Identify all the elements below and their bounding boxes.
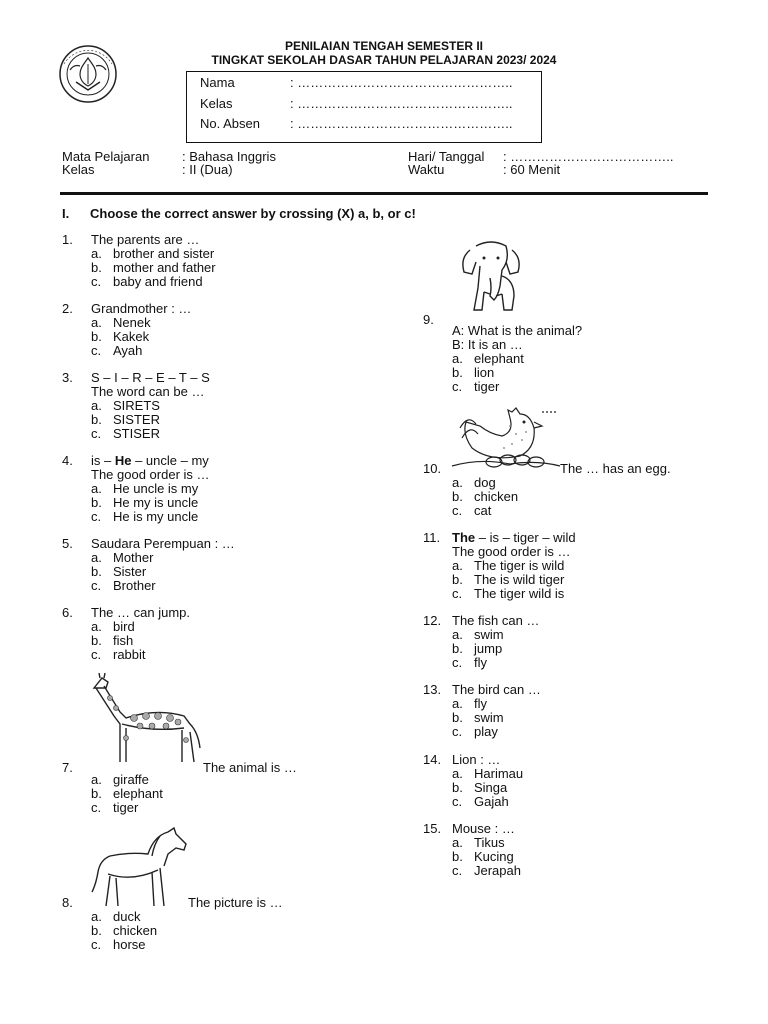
option-c[interactable]: c. STISER [91, 426, 160, 441]
question-stem: The fish can … [452, 613, 540, 628]
time-label: Waktu [408, 162, 445, 177]
option-a[interactable]: a. Nenek [91, 315, 151, 330]
question-stem-line2: The good order is … [91, 467, 210, 482]
option-a[interactable]: a. fly [452, 696, 487, 711]
time-value: : 60 Menit [503, 162, 561, 177]
question-number: 15. [423, 821, 442, 836]
option-c[interactable]: c. horse [91, 937, 146, 952]
option-c[interactable]: c. tiger [91, 800, 139, 815]
class-label: Kelas [200, 96, 233, 111]
question-stem: The animal is … [203, 760, 297, 775]
name-field[interactable]: : ………………………………………….. [290, 75, 513, 90]
option-a[interactable]: a. He uncle is my [91, 481, 199, 496]
option-c[interactable]: c. baby and friend [91, 274, 203, 289]
exam-subtitle: TINGKAT SEKOLAH DASAR TAHUN PELAJARAN 2023/ 2024 [211, 53, 557, 67]
option-b[interactable]: b. jump [452, 641, 503, 656]
question-number: 10. [423, 461, 442, 476]
question-number: 12. [423, 613, 442, 628]
option-b[interactable]: b. lion [452, 365, 495, 380]
student-identity-box [186, 71, 542, 143]
header-divider [60, 192, 708, 195]
question-number: 1. [62, 232, 73, 247]
subject-value: : Bahasa Inggris [182, 149, 276, 164]
date-field[interactable]: : ……………………………….. [503, 149, 674, 164]
option-b[interactable]: b. SISTER [91, 412, 160, 427]
option-b[interactable]: b. swim [452, 710, 504, 725]
question-stem: is – He – uncle – my [91, 453, 209, 468]
name-label: Nama [200, 75, 235, 90]
question-stem: Lion : … [452, 752, 501, 767]
option-a[interactable]: a. elephant [452, 351, 524, 366]
option-c[interactable]: c. Jerapah [452, 863, 521, 878]
section-instruction: Choose the correct answer by crossing (X) a, b, or c! [90, 206, 416, 221]
question-number: 4. [62, 453, 73, 468]
attendance-number-label: No. Absen [200, 116, 260, 131]
question-stem: Grandmother : … [91, 301, 192, 316]
class-info-label: Kelas [62, 162, 95, 177]
option-a[interactable]: a. giraffe [91, 772, 149, 787]
option-a[interactable]: a. bird [91, 619, 135, 634]
option-c[interactable]: c. tiger [452, 379, 500, 394]
class-field[interactable]: : ………………………………………….. [290, 96, 513, 111]
section-heading [62, 206, 416, 221]
option-b[interactable]: b. He my is uncle [91, 495, 199, 510]
option-c[interactable]: c. Brother [91, 578, 156, 593]
question-stem-line2: The good order is … [452, 544, 571, 559]
question-number: 8. [62, 895, 73, 910]
section-number: I. [62, 206, 70, 221]
hen-picture-icon [450, 404, 562, 474]
question-number: 14. [423, 752, 442, 767]
option-b[interactable]: b. elephant [91, 786, 163, 801]
question-number: 2. [62, 301, 73, 316]
option-a[interactable]: a. Mother [91, 550, 154, 565]
question-number: 7. [62, 760, 73, 775]
horse-picture-icon [88, 826, 192, 910]
question-stem: The … can jump. [91, 605, 190, 620]
question-number: 6. [62, 605, 73, 620]
giraffe-picture-icon [86, 672, 208, 772]
option-b[interactable]: b. Kucing [452, 849, 514, 864]
question-stem: Mouse : … [452, 821, 515, 836]
option-c[interactable]: c. fly [452, 655, 487, 670]
option-a[interactable]: a. Tikus [452, 835, 505, 850]
question-stem-line2: B: It is an … [452, 337, 523, 352]
attendance-number-field[interactable]: : ………………………………………….. [290, 116, 513, 131]
option-c[interactable]: c. Ayah [91, 343, 143, 358]
option-b[interactable]: b. Sister [91, 564, 147, 579]
option-a[interactable]: a. Harimau [452, 766, 524, 781]
option-b[interactable]: b. mother and father [91, 260, 216, 275]
subject-label: Mata Pelajaran [62, 149, 150, 164]
question-number: 5. [62, 536, 73, 551]
question-stem: The picture is … [188, 895, 283, 910]
option-a[interactable]: a. swim [452, 627, 504, 642]
option-a[interactable]: a. SIRETS [91, 398, 160, 413]
exam-title: PENILAIAN TENGAH SEMESTER II [284, 39, 484, 53]
option-a[interactable]: a. dog [452, 475, 496, 490]
question-stem: The parents are … [91, 232, 200, 247]
question-number: 11. [423, 530, 441, 545]
option-c[interactable]: c. He is my uncle [91, 509, 199, 524]
question-stem: S – I – R – E – T – S [91, 370, 210, 385]
option-a[interactable]: a. The tiger is wild [452, 558, 565, 573]
question-stem: The – is – tiger – wild [452, 530, 576, 545]
question-stem: Saudara Perempuan : … [91, 536, 235, 551]
option-c[interactable]: c. cat [452, 503, 492, 518]
class-info-value: : II (Dua) [182, 162, 233, 177]
date-label: Hari/ Tanggal [408, 149, 485, 164]
option-b[interactable]: b. Kakek [91, 329, 150, 344]
question-stem: The … has an egg. [560, 461, 671, 476]
option-c[interactable]: c. rabbit [91, 647, 146, 662]
option-c[interactable]: c. play [452, 724, 498, 739]
option-b[interactable]: b. chicken [91, 923, 158, 938]
question-number: 13. [423, 682, 442, 697]
option-b[interactable]: b. fish [91, 633, 134, 648]
elephant-picture-icon [456, 236, 526, 314]
option-b[interactable]: b. The is wild tiger [452, 572, 565, 587]
question-stem-line2: The word can be … [91, 384, 205, 399]
option-b[interactable]: b. chicken [452, 489, 519, 504]
option-b[interactable]: b. Singa [452, 780, 508, 795]
option-c[interactable]: c. The tiger wild is [452, 586, 565, 601]
question-stem: The bird can … [452, 682, 541, 697]
option-c[interactable]: c. Gajah [452, 794, 509, 809]
option-a[interactable]: a. brother and sister [91, 246, 215, 261]
question-number: 3. [62, 370, 73, 385]
question-stem: A: What is the animal? [452, 323, 583, 338]
option-a[interactable]: a. duck [91, 909, 141, 924]
question-number: 9. [423, 312, 434, 327]
